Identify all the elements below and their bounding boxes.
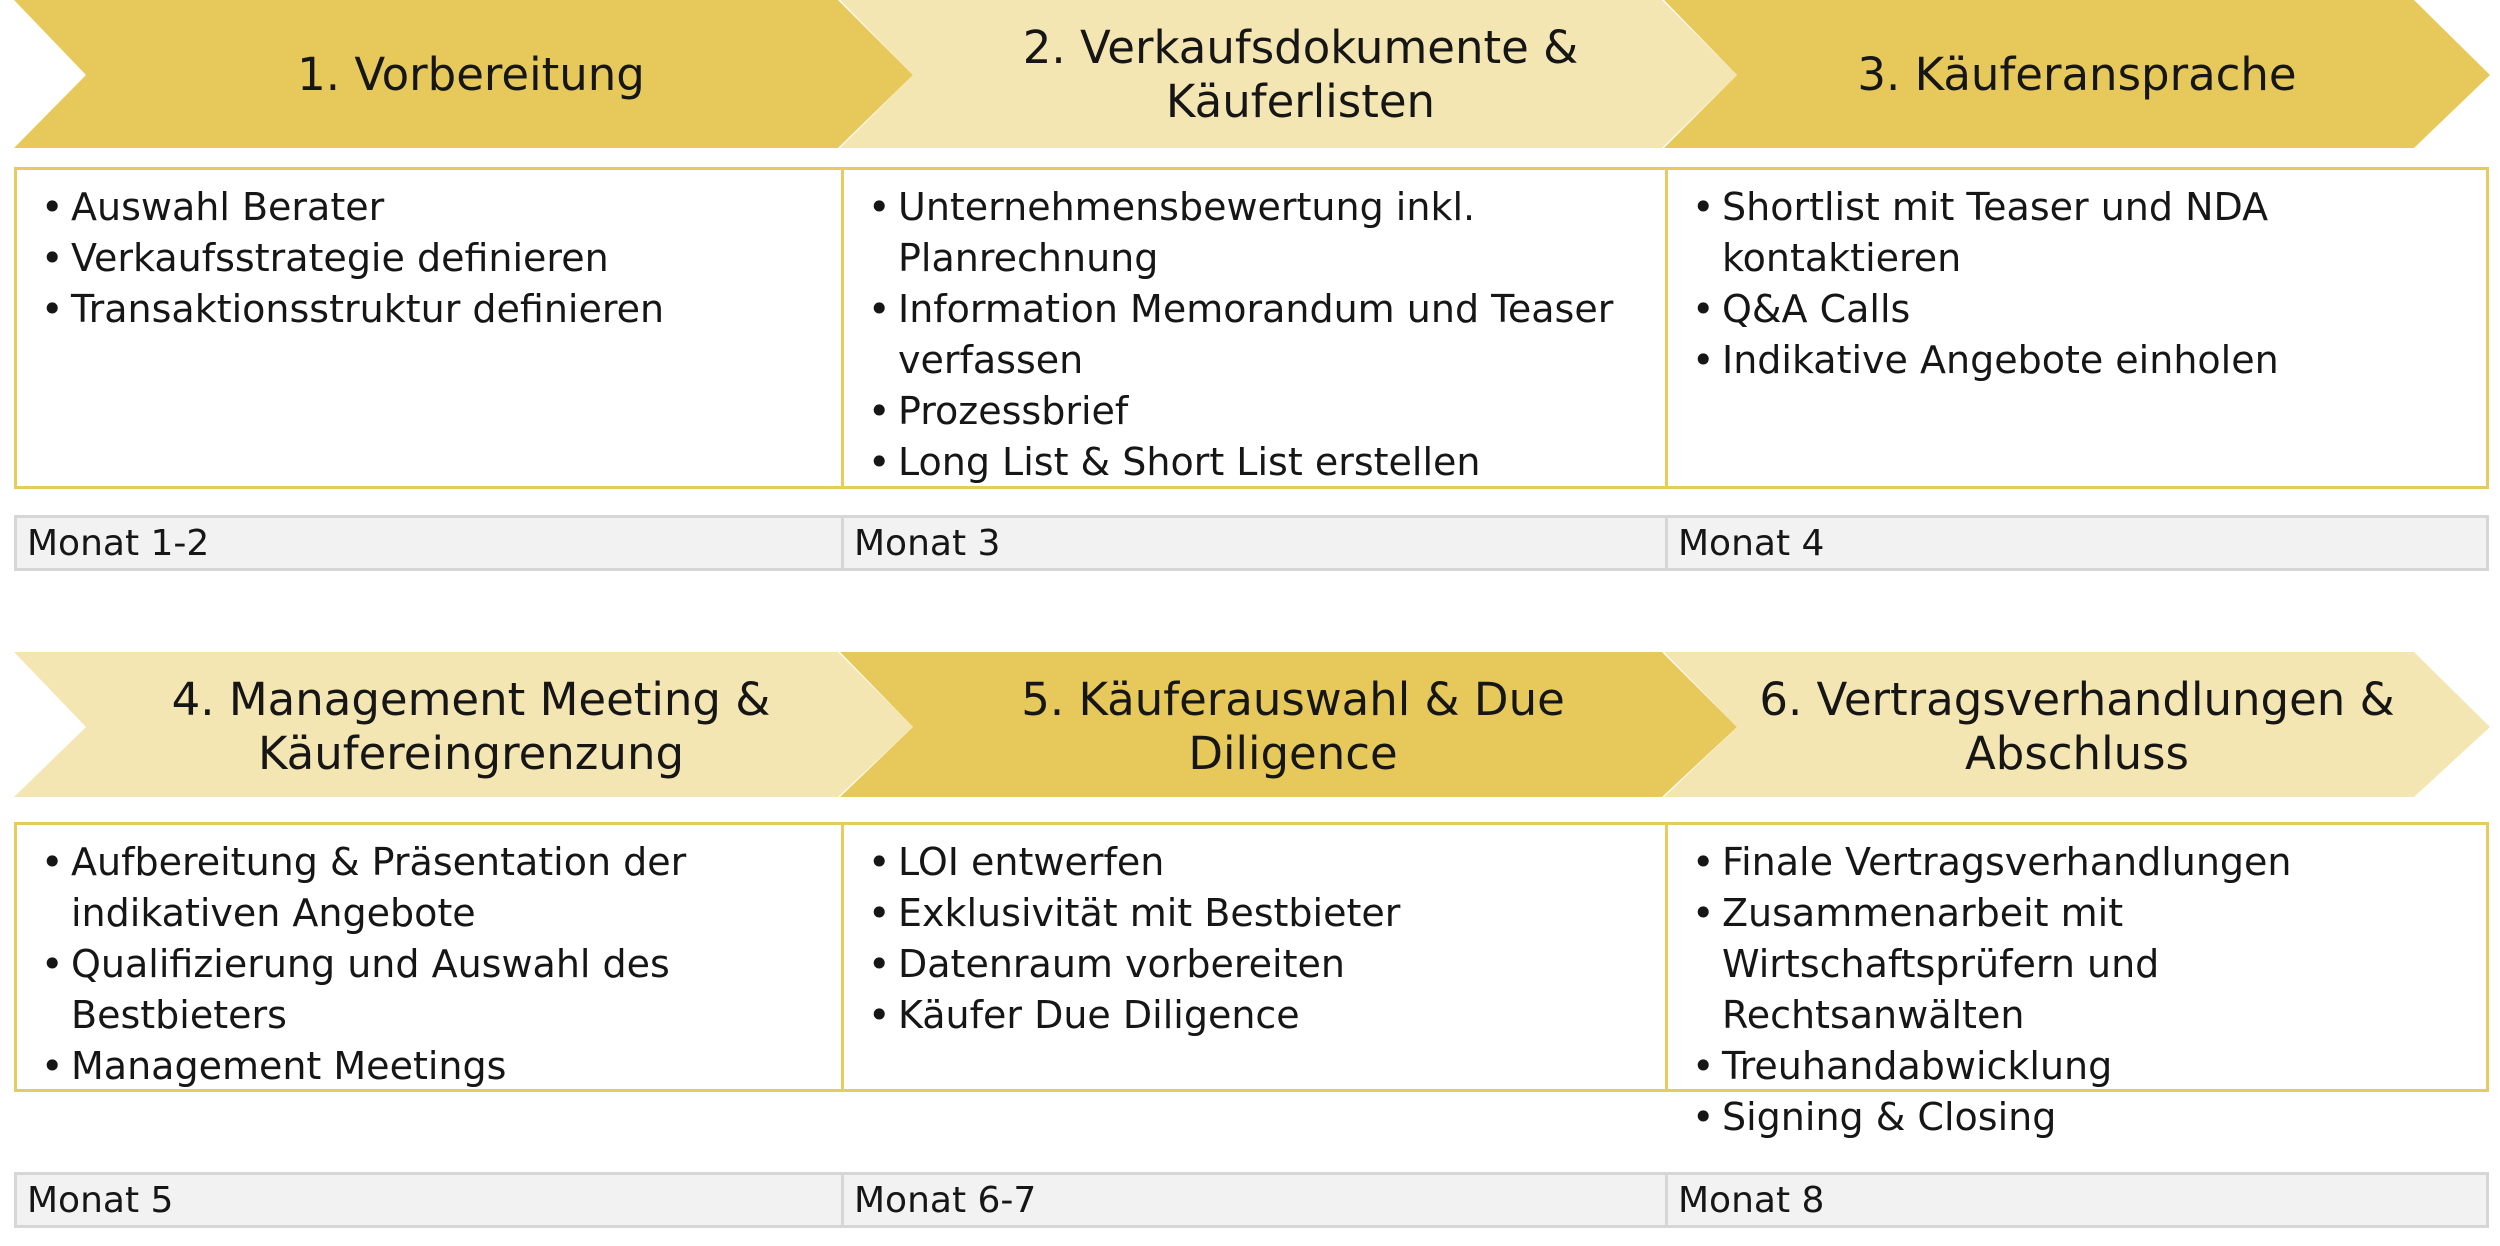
task-list bbox=[1682, 837, 2472, 1143]
task-item: • Exklusivität mit Bestbieter bbox=[858, 888, 1651, 939]
chevron-band bbox=[0, 0, 2500, 150]
month-strip bbox=[14, 1172, 2489, 1228]
phase-title-1: 1. Vorbereitung bbox=[297, 48, 645, 101]
task-item: • Management Meetings bbox=[31, 1041, 827, 1092]
phase-title-3: 3. Käuferansprache bbox=[1857, 48, 2297, 101]
phase-title-5: 5. Käuferauswahl & Due Diligence bbox=[1021, 673, 1565, 780]
task-list bbox=[31, 182, 827, 335]
task-item: • Shortlist mit Teaser und NDA kontaktieren bbox=[1682, 182, 2472, 284]
task-item: • Information Memorandum und Teaser verfassen bbox=[858, 284, 1651, 386]
task-item: • Treuhandabwicklung bbox=[1682, 1041, 2472, 1092]
task-list bbox=[858, 837, 1651, 1041]
month-strip bbox=[14, 515, 2489, 571]
task-item: • Datenraum vorbereiten bbox=[858, 939, 1651, 990]
phase-title-6: 6. Vertragsverhandlungen & Abschluss bbox=[1759, 673, 2395, 780]
phase-details-table bbox=[14, 167, 2489, 489]
phase-details-table bbox=[14, 822, 2489, 1139]
task-item: • Käufer Due Diligence bbox=[858, 990, 1651, 1041]
phase-details-6 bbox=[1665, 825, 2486, 1139]
month-label-1: Monat 1-2 bbox=[27, 522, 210, 564]
task-item: • Long List & Short List erstellen bbox=[858, 437, 1651, 488]
task-item: • Auswahl Berater bbox=[31, 182, 827, 233]
phase-details-5 bbox=[841, 825, 1665, 1089]
phase-details-3 bbox=[1665, 170, 2486, 486]
phase-title-4: 4. Management Meeting & Käufereingrenzung bbox=[171, 673, 771, 780]
task-item: • Q&A Calls bbox=[1682, 284, 2472, 335]
task-item: • Unternehmensbewertung inkl. Planrechnung bbox=[858, 182, 1651, 284]
task-list bbox=[858, 182, 1651, 488]
task-list bbox=[1682, 182, 2472, 386]
month-label-2: Monat 3 bbox=[841, 518, 1665, 568]
month-label-3: Monat 4 bbox=[1665, 518, 2486, 568]
phase-details-4 bbox=[17, 825, 841, 1089]
task-list bbox=[31, 837, 827, 1092]
task-item: • Finale Vertragsverhandlungen bbox=[1682, 837, 2472, 888]
task-item: • Aufbereitung & Präsentation der indikativen Angebote bbox=[31, 837, 827, 939]
phase-details-1 bbox=[17, 170, 841, 486]
task-item: • LOI entwerfen bbox=[858, 837, 1651, 888]
chevron-band bbox=[0, 652, 2500, 802]
month-label-6: Monat 8 bbox=[1665, 1175, 2486, 1225]
task-item: • Qualifizierung und Auswahl des Bestbieters bbox=[31, 939, 827, 1041]
task-item: • Zusammenarbeit mit Wirtschaftsprüfern und Rechtsanwälten bbox=[1682, 888, 2472, 1041]
task-item: • Prozessbrief bbox=[858, 386, 1651, 437]
task-item: • Indikative Angebote einholen bbox=[1682, 335, 2472, 386]
phase-details-2 bbox=[841, 170, 1665, 486]
task-item: • Signing & Closing bbox=[1682, 1092, 2472, 1143]
task-item: • Transaktionsstruktur definieren bbox=[31, 284, 827, 335]
month-label-5: Monat 6-7 bbox=[841, 1175, 1665, 1225]
task-item: • Verkaufsstrategie definieren bbox=[31, 233, 827, 284]
phase-title-2: 2. Verkaufsdokumente & Käuferlisten bbox=[1022, 21, 1579, 128]
month-label-4: Monat 5 bbox=[27, 1179, 174, 1221]
